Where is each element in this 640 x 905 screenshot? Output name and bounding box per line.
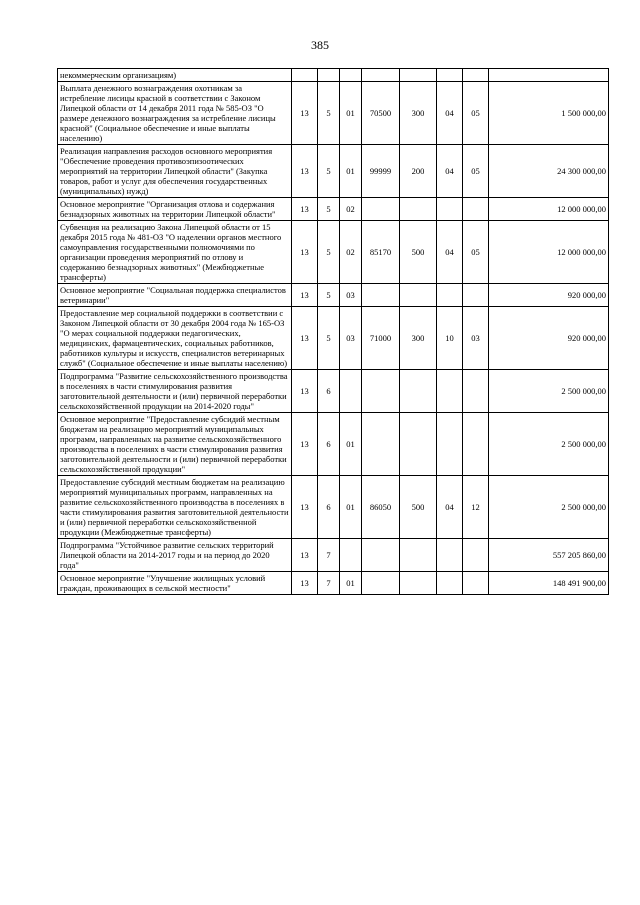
cell-name: Реализация направления расходов основного мероприятия "Обеспечение проведения противоэпизоотических мероприятий на территории Липецкой области" (Закупка товаров, работ и услуг для обеспечения государственных (муниципальных) нужд) bbox=[58, 145, 292, 198]
cell-section: 04 bbox=[437, 221, 463, 284]
cell-direction: 85170 bbox=[362, 221, 400, 284]
cell-expense-type bbox=[400, 198, 437, 221]
cell-subprogram: 5 bbox=[318, 82, 340, 145]
cell-section: 04 bbox=[437, 145, 463, 198]
cell-section bbox=[437, 572, 463, 595]
cell-subprogram: 7 bbox=[318, 539, 340, 572]
table-row bbox=[58, 82, 609, 145]
cell-amount: 1 500 000,00 bbox=[489, 82, 609, 145]
cell-subsection bbox=[463, 370, 489, 413]
cell-subsection: 12 bbox=[463, 476, 489, 539]
cell-subprogram: 5 bbox=[318, 145, 340, 198]
cell-subprogram: 5 bbox=[318, 221, 340, 284]
cell-section bbox=[437, 284, 463, 307]
cell-subprogram: 5 bbox=[318, 198, 340, 221]
budget-table bbox=[57, 68, 609, 595]
cell-direction: 99999 bbox=[362, 145, 400, 198]
cell-direction bbox=[362, 284, 400, 307]
cell-name: Подпрограмма "Устойчивое развитие сельских территорий Липецкой области на 2014-2017 годы и на период до 2020 года" bbox=[58, 539, 292, 572]
cell-amount: 2 500 000,00 bbox=[489, 476, 609, 539]
cell-main-event: 01 bbox=[340, 572, 362, 595]
cell-subsection bbox=[463, 69, 489, 82]
cell-name: Основное мероприятие "Улучшение жилищных условий граждан, проживающих в сельской местности" bbox=[58, 572, 292, 595]
cell-subsection bbox=[463, 539, 489, 572]
cell-amount: 12 000 000,00 bbox=[489, 198, 609, 221]
cell-subprogram: 5 bbox=[318, 307, 340, 370]
cell-main-event: 01 bbox=[340, 145, 362, 198]
cell-main-event: 01 bbox=[340, 476, 362, 539]
cell-direction bbox=[362, 69, 400, 82]
cell-name: некоммерческим организациям) bbox=[58, 69, 292, 82]
cell-direction bbox=[362, 539, 400, 572]
cell-direction bbox=[362, 370, 400, 413]
cell-subsection: 05 bbox=[463, 221, 489, 284]
cell-name: Основное мероприятие "Социальная поддержка специалистов ветеринарии" bbox=[58, 284, 292, 307]
cell-program: 13 bbox=[292, 307, 318, 370]
cell-expense-type bbox=[400, 539, 437, 572]
cell-amount bbox=[489, 69, 609, 82]
cell-amount: 2 500 000,00 bbox=[489, 413, 609, 476]
cell-name: Основное мероприятие "Организация отлова и содержания безнадзорных животных на территории Липецкой области" bbox=[58, 198, 292, 221]
cell-subprogram: 6 bbox=[318, 413, 340, 476]
cell-program: 13 bbox=[292, 82, 318, 145]
cell-section bbox=[437, 413, 463, 476]
cell-amount: 12 000 000,00 bbox=[489, 221, 609, 284]
cell-subsection: 05 bbox=[463, 82, 489, 145]
cell-subsection bbox=[463, 572, 489, 595]
cell-main-event bbox=[340, 370, 362, 413]
cell-expense-type: 200 bbox=[400, 145, 437, 198]
cell-main-event: 03 bbox=[340, 284, 362, 307]
cell-amount: 24 300 000,00 bbox=[489, 145, 609, 198]
cell-name: Субвенция на реализацию Закона Липецкой области от 15 декабря 2015 года № 481-ОЗ "О наделении органов местного самоуправления государственными полномочиями по организации проведения мероприятий по отлову и содержанию безнадзорных животных" (Межбюджетные трансферты) bbox=[58, 221, 292, 284]
cell-section: 04 bbox=[437, 476, 463, 539]
cell-direction bbox=[362, 572, 400, 595]
cell-subsection: 05 bbox=[463, 145, 489, 198]
cell-subsection bbox=[463, 198, 489, 221]
cell-expense-type: 500 bbox=[400, 221, 437, 284]
cell-main-event: 01 bbox=[340, 413, 362, 476]
cell-expense-type: 300 bbox=[400, 82, 437, 145]
table-row bbox=[58, 145, 609, 198]
cell-program: 13 bbox=[292, 198, 318, 221]
cell-expense-type: 500 bbox=[400, 476, 437, 539]
cell-section bbox=[437, 539, 463, 572]
cell-program: 13 bbox=[292, 413, 318, 476]
cell-amount: 920 000,00 bbox=[489, 307, 609, 370]
table-row bbox=[58, 284, 609, 307]
cell-program bbox=[292, 69, 318, 82]
cell-main-event: 01 bbox=[340, 82, 362, 145]
cell-subprogram: 6 bbox=[318, 476, 340, 539]
cell-subprogram: 5 bbox=[318, 284, 340, 307]
cell-name: Подпрограмма "Развитие сельскохозяйственного производства в поселениях в части стимулирования развития заготовительной деятельности и (или) первичной переработки сельскохозяйственной продукции на 2014-2020 годы" bbox=[58, 370, 292, 413]
cell-program: 13 bbox=[292, 221, 318, 284]
cell-subsection bbox=[463, 413, 489, 476]
cell-direction: 70500 bbox=[362, 82, 400, 145]
cell-main-event: 03 bbox=[340, 307, 362, 370]
cell-expense-type bbox=[400, 370, 437, 413]
cell-name: Основное мероприятие "Предоставление субсидий местным бюджетам на реализацию мероприятий муниципальных программ, направленных на развитие сельскохозяйственного производства в поселениях в части стимулирования развития заготовительной деятельности и (или) первичной переработки сельскохозяйственной продукции" bbox=[58, 413, 292, 476]
table-row bbox=[58, 476, 609, 539]
cell-expense-type bbox=[400, 572, 437, 595]
cell-amount: 920 000,00 bbox=[489, 284, 609, 307]
cell-subprogram: 6 bbox=[318, 370, 340, 413]
cell-program: 13 bbox=[292, 284, 318, 307]
cell-main-event: 02 bbox=[340, 198, 362, 221]
table-row bbox=[58, 370, 609, 413]
cell-section: 04 bbox=[437, 82, 463, 145]
cell-section bbox=[437, 69, 463, 82]
table-row bbox=[58, 198, 609, 221]
cell-direction bbox=[362, 198, 400, 221]
cell-amount: 557 205 860,00 bbox=[489, 539, 609, 572]
cell-subprogram bbox=[318, 69, 340, 82]
cell-amount: 148 491 900,00 bbox=[489, 572, 609, 595]
page-number: 385 bbox=[311, 38, 329, 52]
table-row bbox=[58, 69, 609, 82]
cell-program: 13 bbox=[292, 476, 318, 539]
table-row bbox=[58, 413, 609, 476]
cell-expense-type bbox=[400, 284, 437, 307]
cell-section bbox=[437, 370, 463, 413]
table-row bbox=[58, 221, 609, 284]
cell-amount: 2 500 000,00 bbox=[489, 370, 609, 413]
cell-main-event bbox=[340, 69, 362, 82]
cell-subsection bbox=[463, 284, 489, 307]
cell-main-event bbox=[340, 539, 362, 572]
cell-direction: 86050 bbox=[362, 476, 400, 539]
cell-program: 13 bbox=[292, 370, 318, 413]
cell-expense-type bbox=[400, 413, 437, 476]
cell-expense-type: 300 bbox=[400, 307, 437, 370]
cell-main-event: 02 bbox=[340, 221, 362, 284]
cell-direction: 71000 bbox=[362, 307, 400, 370]
cell-program: 13 bbox=[292, 145, 318, 198]
table-row bbox=[58, 572, 609, 595]
cell-name: Выплата денежного вознаграждения охотникам за истребление лисицы красной в соответствии с Законом Липецкой области от 14 декабря 2011 года № 585-ОЗ "О размере денежного вознаграждения за истребление лисицы красной" (Социальное обеспечение и иные выплаты населению) bbox=[58, 82, 292, 145]
cell-section: 10 bbox=[437, 307, 463, 370]
cell-expense-type bbox=[400, 69, 437, 82]
table-row bbox=[58, 539, 609, 572]
cell-name: Предоставление мер социальной поддержки в соответствии с Законом Липецкой области от 30 декабря 2004 года № 165-ОЗ "О мерах социальной поддержки педагогических, медицинских, фармацевтических, социальных работников, работников культуры и искусств, специалистов ветеринарных служб" (Социальное обеспечение и иные выплаты населению) bbox=[58, 307, 292, 370]
cell-direction bbox=[362, 413, 400, 476]
cell-section bbox=[437, 198, 463, 221]
cell-name: Предоставление субсидий местным бюджетам на реализацию мероприятий муниципальных программ, направленных на развитие сельскохозяйственного производства в поселениях в части стимулирования развития заготовительной деятельности и (или) первичной переработки сельскохозяйственной продукции (Межбюджетные трансферты) bbox=[58, 476, 292, 539]
table-row bbox=[58, 307, 609, 370]
cell-program: 13 bbox=[292, 539, 318, 572]
cell-subprogram: 7 bbox=[318, 572, 340, 595]
cell-subsection: 03 bbox=[463, 307, 489, 370]
cell-program: 13 bbox=[292, 572, 318, 595]
